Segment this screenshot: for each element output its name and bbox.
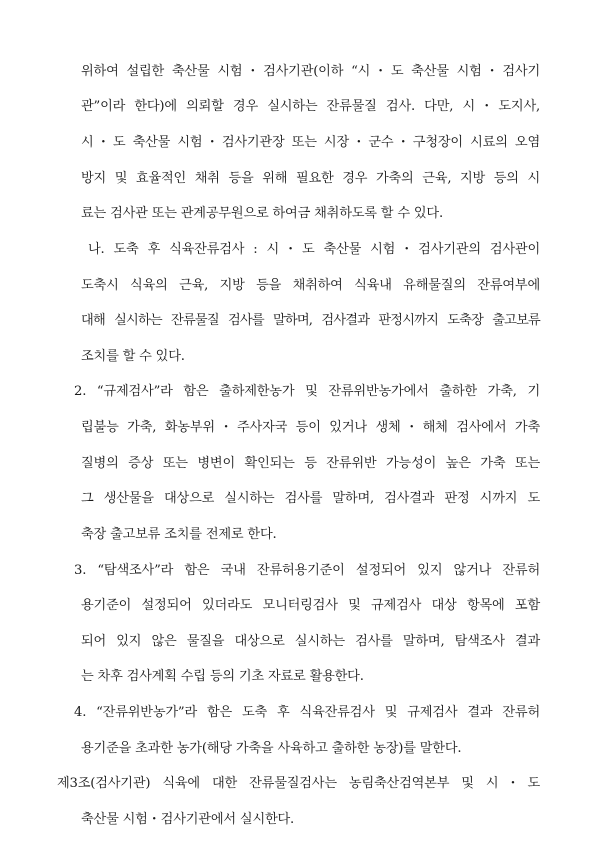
text-line: 질병의 증상 또는 병변이 확인되는 등 잔류위반 가능성이 높은 가축 또는: [81, 456, 540, 471]
text-line: 축산물 시험・검사기관에서 실시한다.: [81, 812, 295, 827]
text-line: 제3조(검사기관) 식육에 대한 잔류물질검사는 농림축산검역본부 및 시・도: [57, 776, 540, 791]
text-line: 료는 검사관 또는 관계공무원으로 하여금 채취하도록 할 수 있다.: [81, 206, 443, 221]
text-line: 대해 실시하는 잔류물질 검사를 말하며, 검사결과 판정시까지 도축장 출고보류: [81, 313, 540, 328]
text-line: 관”이라 한다)에 의뢰할 경우 실시하는 잔류물질 검사. 다만, 시・도지사,: [81, 99, 540, 114]
text-line: 용기준을 초과한 농가(해당 가축을 사육하고 출하한 농장)를 말한다.: [81, 741, 462, 756]
text-line: 는 차후 검사계획 수립 등의 기초 자료로 활용한다.: [81, 669, 364, 684]
text-line: 용기준이 설정되어 있더라도 모니터링검사 및 규제검사 대상 항목에 포함: [81, 598, 540, 613]
text-line: 되어 있지 않은 물질을 대상으로 실시하는 검사를 말하며, 탐색조사 결과: [81, 634, 540, 649]
text-line: 3. “탐색조사”라 함은 국내 잔류허용기준이 설정되어 있지 않거나 잔류허: [74, 563, 540, 578]
text-line: 조치를 할 수 있다.: [81, 349, 185, 364]
text-line: 방지 및 효율적인 채취 등을 위해 필요한 경우 가축의 근육, 지방 등의 시: [81, 171, 540, 186]
text-line: 시・도 축산물 시험・검사기관장 또는 시장・군수・구청장이 시료의 오염: [81, 135, 540, 150]
text-line: 4. “잔류위반농가”라 함은 도축 후 식육잔류검사 및 규제검사 결과 잔류허: [74, 705, 540, 720]
text-line: 그 생산물을 대상으로 실시하는 검사를 말하며, 검사결과 판정 시까지 도: [81, 491, 540, 506]
text-line: 2. “규제검사”라 함은 출하제한농가 및 잔류위반농가에서 출하한 가축, 기: [74, 384, 540, 399]
text-line: 도축시 식육의 근육, 지방 등을 채취하여 식육내 유해물질의 잔류여부에: [81, 278, 540, 293]
text-line: 립불능 가축, 화농부위・주사자국 등이 있거나 생체・해체 검사에서 가축: [81, 420, 540, 435]
text-line: 나. 도축 후 식육잔류검사 : 시・도 축산물 시험・검사기관의 검사관이: [88, 242, 540, 257]
text-line: 축장 출고보류 조치를 전제로 한다.: [81, 527, 277, 542]
text-line: 위하여 설립한 축산물 시험・검사기관(이하 “시・도 축산물 시험・검사기: [81, 64, 540, 79]
